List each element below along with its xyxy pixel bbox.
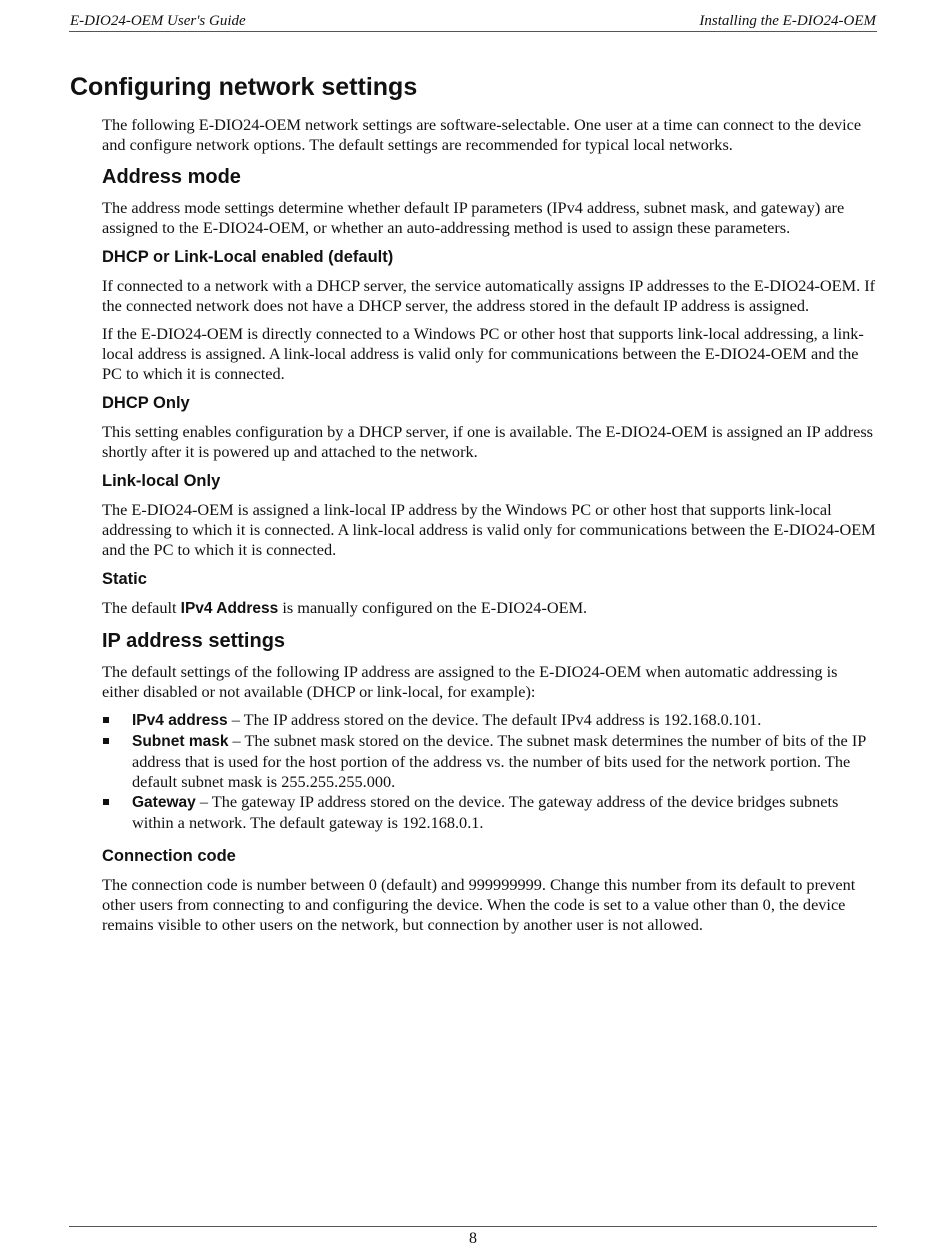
intro-paragraph: The following E-DIO24-OEM network settings are software-selectable. One user at a time can connect to the device and configure network options. The default settings are recommended for typical local networks. — [102, 115, 862, 154]
list-item-ipv4 — [102, 710, 876, 731]
running-footer — [69, 1226, 877, 1249]
address-mode-paragraph: The address mode settings determine whether default IP parameters (IPv4 address, subnet mask, and gateway) are assigned to the E-DIO24-OEM, or whether an auto-addressing method is used to assign these parameters. — [102, 197, 845, 237]
ip-settings-list — [102, 710, 876, 833]
dhcp-only-heading: DHCP Only — [102, 394, 190, 413]
list-item-gateway — [102, 792, 876, 833]
static-suffix: is manually configured on the E-DIO24-OEM. — [278, 597, 588, 617]
dhcp-link-local-heading: DHCP or Link-Local enabled (default) — [102, 247, 394, 266]
link-local-only-paragraph: The E-DIO24-OEM is assigned a link-local IP address by the Windows PC or other host that supports link-local addressing to which it is connected. A link-local address is valid only for communications between the E-DIO24-OEM and the PC to which it is connected. — [102, 499, 876, 559]
static-paragraph — [102, 598, 876, 619]
header-chapter-title: Installing the E-DIO24-OEM — [699, 13, 876, 29]
static-term: IPv4 Address — [180, 599, 279, 617]
section-title: Configuring network settings — [70, 73, 418, 101]
list-item-desc: – The IP address stored on the device. The default IPv4 address is 192.168.0.101. — [227, 710, 762, 730]
list-item-term: Subnet mask — [132, 733, 229, 751]
list-item-term: IPv4 address — [132, 712, 228, 730]
ip-settings-heading: IP address settings — [102, 629, 286, 652]
header-guide-title: E-DIO24-OEM User's Guide — [70, 13, 246, 29]
dhcp-link-local-paragraph-2: If the E-DIO24-OEM is directly connected to a Windows PC or other host that supports link-local addressing, a link-local address is assigned. A link-local address is valid only for communications between the E-DIO24-OEM and the PC to which it is connected. — [102, 324, 864, 384]
bullet-square-icon — [103, 717, 109, 723]
list-item-desc: – The subnet mask stored on the device. The subnet mask determines the number of bits of the IP address that is used for the host portion of the address vs. the number of bits used for the network portion. The default subnet mask is 255.255.255.000. — [132, 731, 866, 792]
link-local-only-heading: Link-local Only — [102, 471, 221, 490]
dhcp-link-local-paragraph-1: If connected to a network with a DHCP server, the service automatically assigns IP addresses to the E-DIO24-OEM. If the connected network does not have a DHCP server, the address stored in the default IP address is assigned. — [102, 275, 876, 315]
list-item-term: Gateway — [132, 794, 196, 812]
bullet-square-icon — [103, 738, 109, 744]
address-mode-heading: Address mode — [102, 165, 241, 188]
list-item-subnet — [102, 731, 876, 792]
static-prefix: The default — [102, 597, 181, 617]
dhcp-only-paragraph: This setting enables configuration by a DHCP server, if one is available. The E-DIO24-OEM is assigned an IP address shortly after it is powered up and attached to the network. — [102, 422, 874, 462]
connection-code-paragraph: The connection code is number between 0 (default) and 999999999. Change this number from its default to prevent other users from connecting to and configuring the device. When the code is set to a value other than 0, the device remains visible to other users on the network, but connection by another user is not allowed. — [102, 875, 856, 935]
page-number: 8 — [469, 1230, 477, 1247]
page-content — [70, 68, 876, 944]
connection-code-heading: Connection code — [102, 847, 236, 866]
list-item-desc: – The gateway IP address stored on the device. The gateway address of the device bridges subnets within a network. The default gateway is 192.168.0.1. — [132, 792, 839, 833]
running-header — [69, 10, 877, 32]
ip-settings-paragraph: The default settings of the following IP address are assigned to the E-DIO24-OEM when automatic addressing is either disabled or not available (DHCP or link-local, for example): — [102, 661, 838, 701]
bullet-square-icon — [103, 799, 109, 805]
static-heading: Static — [102, 569, 147, 588]
